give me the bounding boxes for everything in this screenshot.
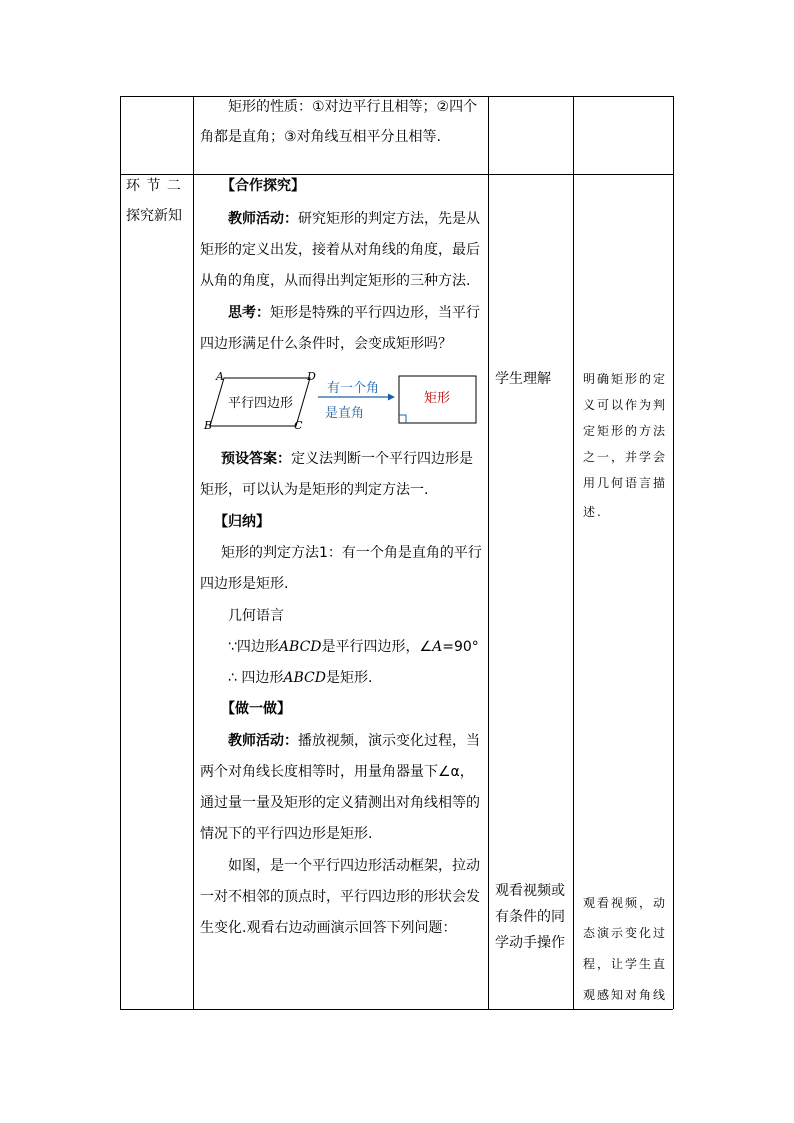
parallelogram-label: 平行四边形 <box>228 396 294 411</box>
section-title: 探究新知 <box>126 208 182 224</box>
column-divider-1 <box>193 96 194 1009</box>
design-intent2-line3: 程，让学生直 <box>583 957 668 971</box>
think-label: 思考： <box>228 305 270 321</box>
heading-try-it: 【做一做】 <box>221 701 291 717</box>
preset-answer-label: 预设答案： <box>221 451 291 467</box>
because-statement <box>228 637 479 657</box>
student-activity2-line3: 学动手操作 <box>495 935 565 951</box>
design-intent1-line4: 之一，并学会 <box>583 450 668 464</box>
teacher-activity-line3: 从角的角度，从而得出判定矩形的三种方法. <box>200 273 471 289</box>
therefore-statement <box>228 668 372 688</box>
figure-description-line3: 生变化.观看右边动画演示回答下列问题： <box>200 920 457 936</box>
teacher-activity2-line2: 两个对角线长度相等时，用量角器量下∠α， <box>200 764 474 780</box>
method1-line2: 四边形是矩形. <box>200 576 289 592</box>
think-line1 <box>228 303 480 323</box>
because-end: =90° <box>442 639 479 655</box>
vertex-c-label: C <box>294 419 303 432</box>
because-prefix: ∵四边形 <box>228 639 279 655</box>
design-intent2-line2: 态演示变化过 <box>583 926 668 940</box>
arrow-head <box>388 394 395 401</box>
column-divider-2 <box>488 96 489 1009</box>
teacher-activity2-text: 播放视频，演示变化过程，当 <box>298 733 480 749</box>
arrow-condition-bottom: 是直角 <box>325 406 365 421</box>
preset-answer-line1 <box>221 449 473 469</box>
teacher-activity-text: 研究矩形的判定方法，先是从 <box>298 211 480 227</box>
table-left-border <box>120 96 121 1009</box>
design-intent1-line5: 用几何语言描 <box>583 476 668 490</box>
therefore-end: 是矩形. <box>325 670 373 686</box>
teacher-activity2-line1 <box>228 731 480 751</box>
teacher-activity2-label: 教师活动： <box>228 733 298 749</box>
heading-cooperate-explore: 【合作探究】 <box>221 178 305 194</box>
because-abcd: ABCD <box>278 639 322 655</box>
preset-answer-text: 定义法判断一个平行四边形是 <box>291 451 473 467</box>
heading-summary: 【归纳】 <box>214 514 270 530</box>
design-intent1-line3: 定矩形的方法 <box>583 424 668 438</box>
think-text: 矩形是特殊的平行四边形，当平行 <box>270 305 480 321</box>
student-activity2-line1: 观看视频或 <box>495 883 565 899</box>
teacher-activity-line2: 矩形的定义出发，接着从对角线的角度，最后 <box>200 242 480 258</box>
design-intent2-line1: 观看视频，动 <box>583 896 668 910</box>
rectangle-label: 矩形 <box>424 391 451 406</box>
therefore-abcd: ABCD <box>283 670 326 686</box>
teacher-activity2-line3: 通过量一量及矩形的定义猜测出对角线相等的 <box>200 795 480 811</box>
teacher-activity-label: 教师活动： <box>228 211 298 227</box>
student-activity-understand: 学生理解 <box>495 371 551 387</box>
table-bottom-border <box>120 1009 673 1010</box>
design-intent1-line2: 义可以作为判 <box>583 398 668 412</box>
rectangle-properties-line1: 矩形的性质：①对边平行且相等；②四个 <box>228 99 478 115</box>
geometry-language-label: 几何语言 <box>228 608 284 624</box>
therefore-prefix: ∴ 四边形 <box>228 670 284 686</box>
teacher-activity-line1 <box>228 209 480 229</box>
because-mid: 是平行四边形，∠ <box>321 639 433 655</box>
vertex-b-label: B <box>204 419 213 432</box>
row-divider <box>120 174 673 175</box>
rectangle-properties-line2: 角都是直角；③对角线互相平分且相等. <box>200 129 441 145</box>
preset-answer-line2: 矩形，可以认为是矩形的判定方法一. <box>200 482 429 498</box>
think-line2: 四边形满足什么条件时，会变成矩形吗？ <box>200 336 452 352</box>
section-label: 环 节 二 <box>126 178 182 194</box>
vertex-a-label: A <box>216 370 224 383</box>
right-angle-mark <box>399 415 406 423</box>
figure-description-line1: 如图，是一个平行四边形活动框架，拉动 <box>228 858 480 874</box>
design-intent1-line6: 述. <box>583 505 603 519</box>
method1-line1: 矩形的判定方法1：有一个角是直角的平行 <box>221 545 482 561</box>
column-divider-3 <box>573 96 574 1009</box>
table-right-border <box>673 96 674 1009</box>
student-activity2-line2: 有条件的同 <box>495 909 565 925</box>
figure-description-line2: 一对不相邻的顶点时，平行四边形的形状会发 <box>200 889 480 905</box>
teacher-activity2-line4: 情况下的平行四边形是矩形. <box>200 826 373 842</box>
design-intent1-line1: 明确矩形的定 <box>583 372 668 386</box>
design-intent2-line4: 观感知对角线 <box>583 988 668 1002</box>
vertex-d-label: D <box>307 370 316 383</box>
because-angle-a: A <box>432 639 443 655</box>
arrow-condition-top: 有一个角 <box>327 381 380 396</box>
